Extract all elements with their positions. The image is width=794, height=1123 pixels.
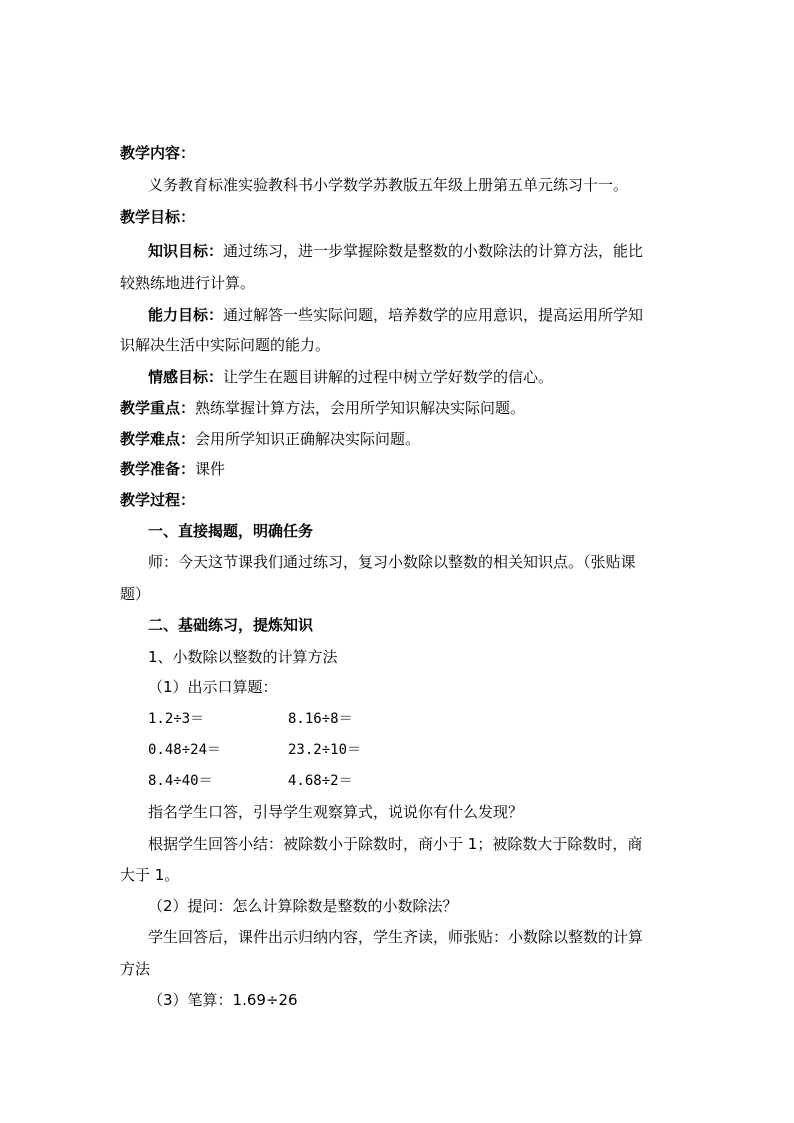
summary-text: 根据学生回答小结：被除数小于除数时，商小于 1；被除数大于除数时，商 (148, 835, 643, 853)
content-text: 义务教育标准实验教科书小学数学苏教版五年级上册第五单元练习十一。 (148, 176, 629, 194)
goals-heading: 教学目标： (120, 208, 196, 226)
section1-heading: 一、直接揭题，明确任务 (148, 522, 314, 540)
goal-ability-text: 通过解答一些实际问题，培养数学的应用意识，提高运用所学知 (223, 306, 644, 324)
difficulty-line (120, 429, 420, 449)
difficulty-text: 会用所学知识正确解决实际问题。 (195, 430, 421, 448)
goal-emotion-text: 让学生在题目讲解的过程中树立学好数学的信心。 (223, 368, 554, 386)
goal-emotion-label: 情感目标： (148, 368, 224, 386)
section1-text: 师：今天这节课我们通过练习，复习小数除以整数的相关知识点。（张贴课 (148, 553, 636, 571)
answer-text-cont: 方法 (120, 960, 151, 978)
calc-3-left: 8.4÷40＝ (148, 773, 213, 789)
process-heading: 教学过程： (120, 491, 196, 509)
goal-ability-line (148, 305, 643, 325)
section1-text-cont: 题） (120, 585, 151, 603)
answer-text: 学生回答后，课件出示归纳内容，学生齐读，师张贴：小数除以整数的计算 (148, 928, 644, 946)
key-line (120, 398, 525, 418)
key-label: 教学重点： (120, 399, 196, 417)
calc-3-right: 4.68÷2＝ (288, 773, 353, 789)
goal-knowledge-text-cont: 较熟练地进行计算。 (120, 274, 256, 292)
difficulty-label: 教学难点： (120, 430, 196, 448)
key-text: 熟练掌握计算方法，会用所学知识解决实际问题。 (195, 399, 526, 417)
calc-1-right: 8.16÷8＝ (288, 711, 353, 727)
prep-label: 教学准备： (120, 460, 196, 478)
goal-knowledge-text: 通过练习，进一步掌握除数是整数的小数除法的计算方法，能比 (223, 242, 644, 260)
content-heading: 教学内容： (120, 144, 196, 162)
item1-title: 1、小数除以整数的计算方法 (148, 648, 338, 666)
item1-sub2: （2）提问：怎么计算除数是整数的小数除法？ (148, 897, 458, 915)
goal-ability-text-cont: 识解决生活中实际问题的能力。 (120, 336, 331, 354)
prep-text: 课件 (195, 460, 226, 478)
observe-text: 指名学生口答，引导学生观察算式，说说你有什么发现？ (148, 803, 524, 821)
summary-text-cont: 大于 1。 (120, 866, 180, 884)
goal-emotion-line (148, 367, 553, 387)
goal-ability-label: 能力目标： (148, 306, 224, 324)
goal-knowledge-line (148, 241, 643, 261)
prep-line (120, 459, 225, 479)
goal-knowledge-label: 知识目标： (148, 242, 224, 260)
calc-1-left: 1.2÷3＝ (148, 711, 205, 727)
section2-heading: 二、基础练习，提炼知识 (148, 616, 314, 634)
item1-sub1: （1）出示口算题： (148, 678, 278, 696)
calc-2-left: 0.48÷24＝ (148, 742, 222, 758)
item1-sub3: （3）笔算：1.69÷26 (148, 991, 298, 1009)
calc-2-right: 23.2÷10＝ (288, 742, 362, 758)
